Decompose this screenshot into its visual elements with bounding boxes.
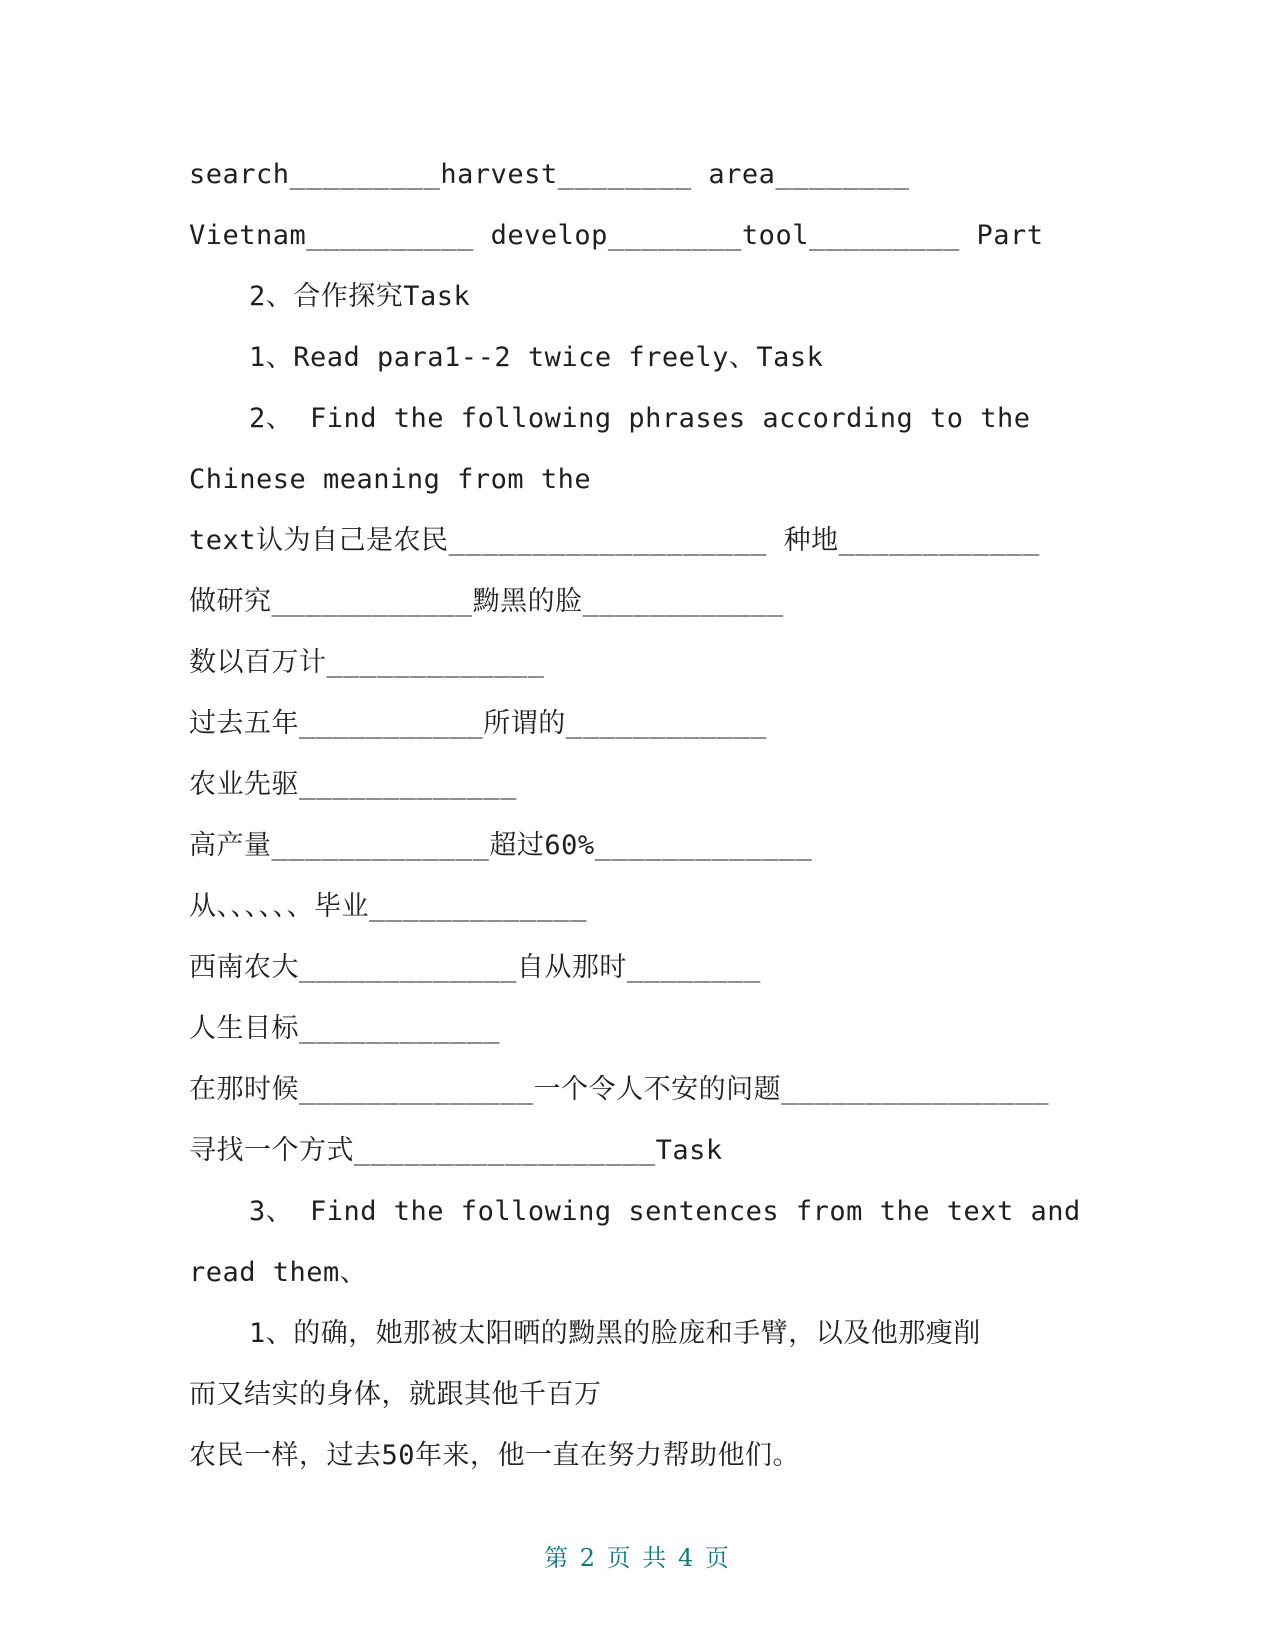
phrase-line-3: 数以百万计_____________ [189,647,545,678]
page-footer: 第 2 页 共 4 页 [544,1544,731,1572]
phrase-line-2: 做研究____________黝黑的脸____________ [189,586,784,617]
task-3-continued: read them、 [189,1257,368,1288]
phrase-line-8: 西南农大_____________自从那时________ [189,952,761,983]
phrase-line-7: 从、、、、、、毕业_____________ [189,891,587,922]
section-heading: 2、合作探究Task [249,281,471,312]
task-2-continued: Chinese meaning from the [189,464,592,495]
phrase-line-1: text认为自己是农民___________________ 种地____________ [189,525,1040,556]
sentence-1-line: 1、的确，她那被太阳晒的黝黑的脸庞和手臂，以及他那瘦削 [249,1318,981,1349]
phrase-line-9: 人生目标____________ [189,1013,501,1044]
phrase-line-11: 寻找一个方式__________________Task [189,1135,723,1166]
phrase-line-6: 高产量_____________超过60%_____________ [189,830,813,861]
phrase-line-5: 农业先驱_____________ [189,769,517,800]
sentence-1-end: 农民一样，过去50年来，他一直在努力帮助他们。 [189,1440,801,1471]
document-body [189,144,1089,1486]
sentence-1-continued: 而又结实的身体，就跟其他千百万 [189,1379,602,1410]
vocab-line-2: Vietnam__________ develop________tool_________ Part [189,220,1044,251]
phrase-line-10: 在那时候______________一个令人不安的问题________________ [189,1074,1050,1105]
task-2-line: 2、 Find the following phrases according to the [249,403,1031,434]
phrase-line-4: 过去五年___________所谓的____________ [189,708,767,739]
vocab-line-1: search_________harvest________ area________ [189,159,910,190]
task-3-line: 3、 Find the following sentences from the text and [249,1196,1081,1227]
task-1-line: 1、Read para1--2 twice freely、Task [249,342,824,373]
